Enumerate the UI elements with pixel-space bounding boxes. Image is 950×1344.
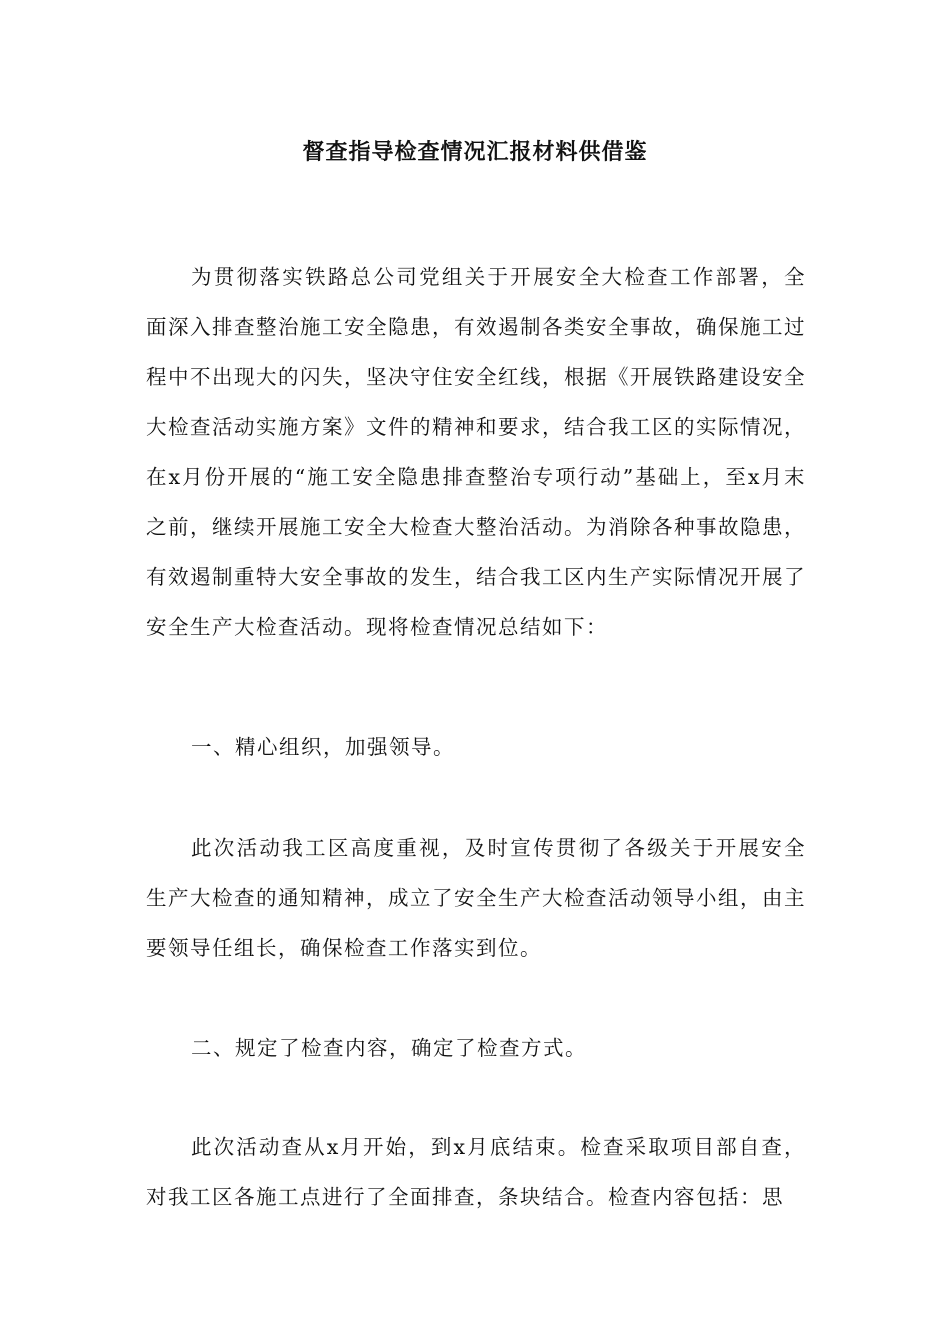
document-title: 督查指导检查情况汇报材料供借鉴 [302, 140, 648, 165]
body-paragraph: 此次活动我工区高度重视，及时宣传贯彻了各级关于开展安全生产大检查的通知精神，成立了安全生产大检查活动领导小组，由主要领导任组长，确保检查工作落实到位。 [146, 836, 806, 960]
body-paragraph: 此次活动查从x月开始，到x月底结束。检查采取项目部自查，对我工区各施工点进行了全面排查，条块结合。检查内容包括：思 [146, 1135, 806, 1209]
section-heading: 一、精心组织，加强领导。 [191, 735, 455, 759]
body-paragraph: 为贯彻落实铁路总公司党组关于开展安全大检查工作部署，全面深入排查整治施工安全隐患，有效遏制各类安全事故，确保施工过程中不出现大的闪失，坚决守住安全红线，根据《开展铁路建设安全大检查活动实施方案》文件的精神和要求，结合我工区的实际情况，在x月份开展的“施工安全隐患排查整治专项行动”基础上，至x月末之前，继续开展施工安全大检查大整治活动。为消除各种事故隐患，有效遏制重特大安全事故的发生，结合我工区内生产实际情况开展了安全生产大检查活动。现将检查情况总结如下： [146, 265, 806, 639]
section-heading: 二、规定了检查内容，确定了检查方式。 [191, 1036, 587, 1060]
